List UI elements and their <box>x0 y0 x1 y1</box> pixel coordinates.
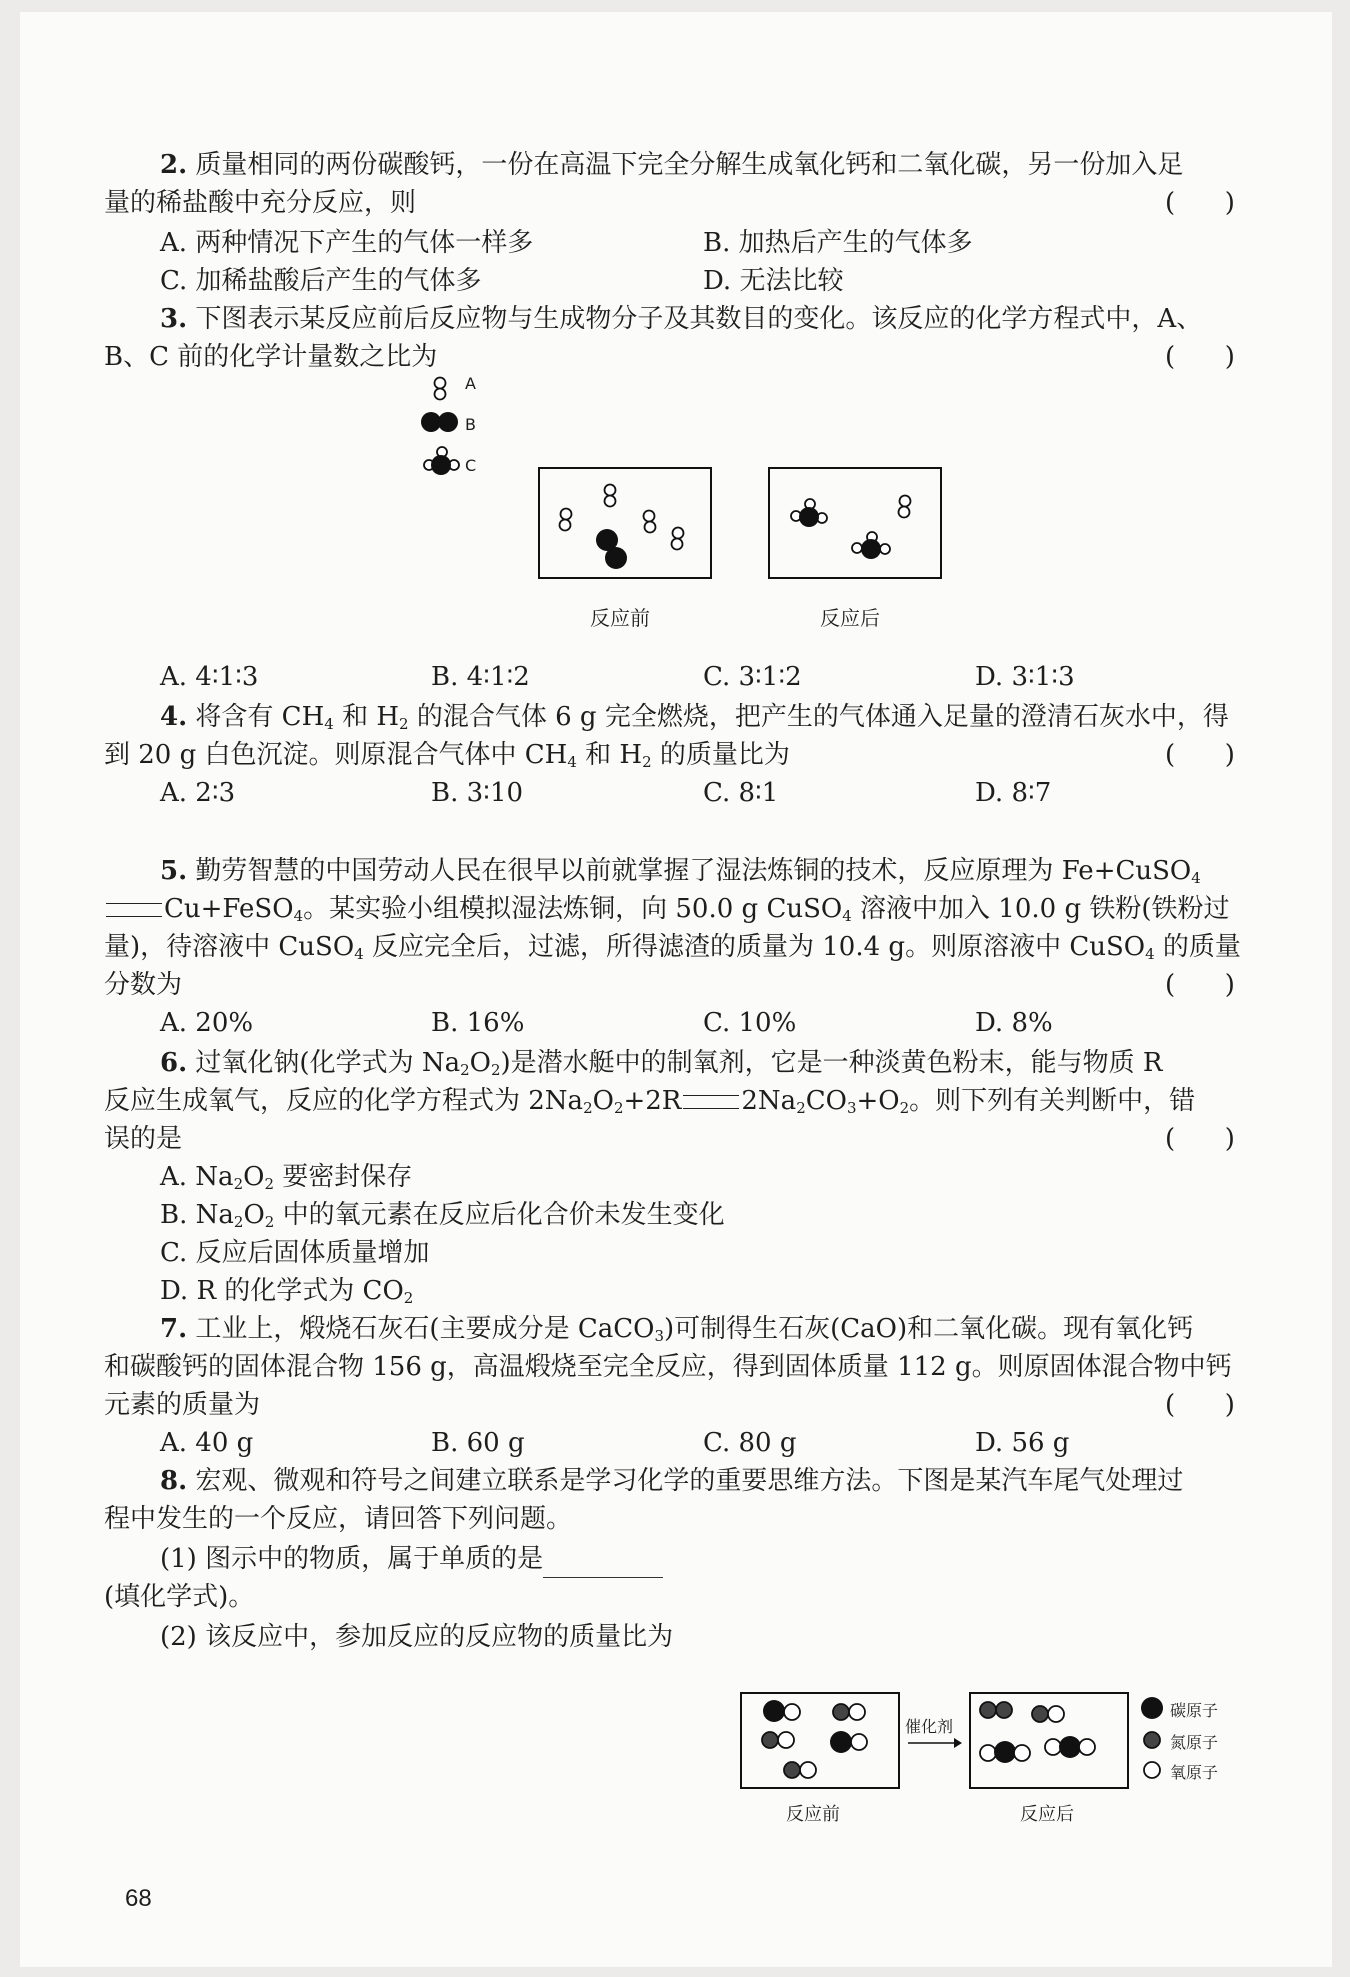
catalyst-label: 催化剂 <box>905 1717 954 1736</box>
q4-option-b: B. 3∶10 <box>431 778 524 808</box>
q6-t4: 反应生成氧气，反应的化学方程式为 2Na <box>104 1086 584 1116</box>
q5-t1: 勤劳智慧的中国劳动人民在很早以前就掌握了湿法炼铜的技术，反应原理为 Fe+CuSO <box>195 856 1192 886</box>
q3-line1 <box>160 300 1202 338</box>
co-molecule-icon <box>830 1731 867 1753</box>
q6-t9: +O <box>856 1086 900 1116</box>
q4-s4: 2 <box>642 753 652 771</box>
q6-t3: )是潜水艇中的制氧剂，它是一种淡黄色粉末，能与物质 R <box>500 1048 1163 1078</box>
legend-a-label: A <box>465 374 476 393</box>
q2-option-d: D. 无法比较 <box>703 266 844 296</box>
q6-b3: O <box>243 1200 265 1230</box>
q3-answer-paren: ( ) <box>1165 342 1235 372</box>
q7-option-d: D. 56 g <box>975 1428 1070 1458</box>
q5-s1: 4 <box>1191 869 1201 887</box>
co-molecule-icon <box>763 1700 800 1722</box>
q4-s1: 4 <box>324 715 334 733</box>
q7-t2: )可制得生石灰(CaO)和二氧化碳。现有氧化钙 <box>663 1314 1194 1344</box>
no-molecule-icon <box>1032 1706 1064 1722</box>
q7-line2: 和碳酸钙的固体混合物 156 g，高温煅烧至完全反应，得到固体质量 112 g。则原固体混合物中钙 <box>104 1352 1232 1382</box>
q7-option-a: A. 40 g <box>160 1428 254 1458</box>
q4-s2: 2 <box>399 715 409 733</box>
q3-line2: B、C 前的化学计量数之比为 <box>104 342 438 372</box>
q3-option-a: A. 4∶1∶3 <box>160 662 259 692</box>
co2-molecule-icon <box>980 1741 1030 1763</box>
q5-option-a: A. 20% <box>160 1008 254 1038</box>
no-molecule-icon <box>762 1732 794 1748</box>
q6-b2: 2 <box>233 1213 244 1231</box>
q5-t2: Cu+FeSO <box>164 894 294 924</box>
oxygen-atom-icon <box>1144 1762 1160 1778</box>
q7-s1: 3 <box>654 1327 664 1345</box>
q5-answer-paren: ( ) <box>1165 970 1235 1000</box>
q3-option-b: B. 4∶1∶2 <box>431 662 530 692</box>
q2-answer-paren: ( ) <box>1165 188 1235 218</box>
q2-option-c: C. 加稀盐酸后产生的气体多 <box>160 266 482 296</box>
q6-option-c: C. 反应后固体质量增加 <box>160 1238 430 1268</box>
q5-s2: 4 <box>293 907 304 925</box>
q3-molecule-legend <box>400 372 520 487</box>
n2-molecule-icon <box>980 1702 1012 1718</box>
legend-carbon-label: 碳原子 <box>1170 1701 1219 1720</box>
q2-option-a: A. 两种情况下产生的气体一样多 <box>160 228 534 258</box>
q6-t5: O <box>592 1086 614 1116</box>
no-molecule-icon <box>833 1704 865 1720</box>
co2-molecule-icon <box>1045 1736 1095 1758</box>
q4-t1: 将含有 CH <box>195 702 325 732</box>
molecule-b-icon <box>596 529 627 569</box>
q8-caption-after: 反应后 <box>1020 1804 1074 1825</box>
q4-option-d: D. 8∶7 <box>975 778 1052 808</box>
no-molecule-icon <box>784 1762 816 1778</box>
q4-t3: 的混合气体 6 g 完全燃烧，把产生的气体通入足量的澄清石灰水中，得 <box>408 702 1229 732</box>
q4-t4: 到 20 g 白色沉淀。则原混合气体中 CH <box>104 740 568 770</box>
q8-sub1-text: (1) 图示中的物质，属于单质的是 <box>160 1544 544 1574</box>
molecule-a-icon <box>435 378 446 400</box>
nitrogen-atom-icon <box>1144 1732 1160 1748</box>
q6-t7: 2Na <box>741 1086 797 1116</box>
molecule-c-icon <box>791 499 827 527</box>
legend-nitrogen-label: 氮原子 <box>1170 1733 1219 1752</box>
molecule-a-icon <box>672 528 684 550</box>
q2-text1: 质量相同的两份碳酸钙，一份在高温下完全分解生成氧化钙和二氧化碳，另一份加入足 <box>195 150 1184 180</box>
q6-option-a <box>160 1158 412 1196</box>
q5-option-d: D. 8% <box>975 1008 1053 1038</box>
equals-sign-icon <box>106 903 162 917</box>
q3-text1: 下图表示某反应前后反应物与生成物分子及其数目的变化。该反应的化学方程式中，A、 <box>195 304 1203 334</box>
textbook-page <box>20 12 1332 1967</box>
q6-t6: +2R <box>623 1086 682 1116</box>
legend-b-label: B <box>465 415 476 434</box>
q6-b1: B. Na <box>160 1200 234 1230</box>
q4-number: 4. <box>160 702 188 732</box>
q6-s4: 2 <box>613 1099 624 1117</box>
q5-line4: 分数为 <box>104 970 183 1000</box>
q5-option-b: B. 16% <box>431 1008 525 1038</box>
q6-a2: 2 <box>233 1175 244 1193</box>
legend-oxygen-label: 氧原子 <box>1170 1763 1219 1782</box>
q6-b4: 2 <box>264 1213 275 1231</box>
molecule-a-icon <box>644 511 656 533</box>
q6-s6: 3 <box>846 1099 857 1117</box>
q5-line3 <box>104 928 1241 966</box>
q6-t2: O <box>469 1048 491 1078</box>
q5-line1 <box>160 852 1201 890</box>
q7-number: 7. <box>160 1314 188 1344</box>
equals-sign-icon <box>683 1095 739 1109</box>
molecule-a-icon <box>560 509 572 531</box>
q3-before-box <box>538 467 712 579</box>
molecule-a-icon <box>899 496 911 518</box>
q3-after-box <box>768 467 942 579</box>
q2-line2: 量的稀盐酸中充分反应，则 <box>104 188 417 218</box>
q2-line1 <box>160 146 1183 184</box>
q8-sub1-cont: (填化学式)。 <box>104 1582 255 1612</box>
q8-reaction-diagram <box>740 1692 1180 1817</box>
q6-b5: 中的氧元素在反应后化合价未发生变化 <box>274 1200 725 1230</box>
q5-s5: 4 <box>1145 945 1155 963</box>
q8-sub2: (2) 该反应中，参加反应的反应物的质量比为 <box>160 1622 674 1652</box>
q5-t4: 溶液中加入 10.0 g 铁粉(铁粉过 <box>851 894 1230 924</box>
q3-option-c: C. 3∶1∶2 <box>703 662 802 692</box>
q6-a4: 2 <box>264 1175 274 1193</box>
q6-answer-paren: ( ) <box>1165 1124 1235 1154</box>
q8-sub1 <box>160 1540 663 1578</box>
q7-option-c: C. 80 g <box>703 1428 797 1458</box>
page-number: 68 <box>125 1885 152 1912</box>
q6-a3: O <box>243 1162 265 1192</box>
q6-d1: D. R 的化学式为 CO <box>160 1276 404 1306</box>
q6-number: 6. <box>160 1048 188 1078</box>
q8-text1: 宏观、微观和符号之间建立联系是学习化学的重要思维方法。下图是某汽车尾气处理过 <box>195 1466 1184 1496</box>
q8-number: 8. <box>160 1466 188 1496</box>
q6-t1: 过氧化钠(化学式为 Na <box>195 1048 461 1078</box>
q6-line3: 误的是 <box>104 1124 183 1154</box>
q7-line3: 元素的质量为 <box>104 1390 261 1420</box>
q5-number: 5. <box>160 856 188 886</box>
q7-option-b: B. 60 g <box>431 1428 525 1458</box>
q5-t6: 反应完全后，过滤，所得滤渣的质量为 10.4 g。则原溶液中 CuSO <box>363 932 1146 962</box>
q4-t2: 和 H <box>333 702 400 732</box>
q4-s3: 4 <box>567 753 577 771</box>
q5-t3: 。某实验小组模拟湿法炼铜，向 50.0 g CuSO <box>303 894 843 924</box>
molecule-c-icon <box>852 532 890 559</box>
q6-s1: 2 <box>460 1061 470 1079</box>
legend-c-label: C <box>465 456 477 475</box>
q7-answer-paren: ( ) <box>1165 1390 1235 1420</box>
q3-caption-before: 反应前 <box>590 606 650 630</box>
q6-s7: 2 <box>899 1099 910 1117</box>
q5-option-c: C. 10% <box>703 1008 797 1038</box>
q2-option-b: B. 加热后产生的气体多 <box>703 228 973 258</box>
molecule-a-icon <box>605 485 616 507</box>
q4-option-a: A. 2∶3 <box>160 778 236 808</box>
q4-option-c: C. 8∶1 <box>703 778 779 808</box>
q4-t6: 的质量比为 <box>651 740 790 770</box>
q6-d2: 2 <box>403 1289 414 1307</box>
q8-line1 <box>160 1462 1183 1500</box>
q7-line1 <box>160 1310 1193 1348</box>
q6-option-d <box>160 1272 413 1310</box>
q2-number: 2. <box>160 150 188 180</box>
q4-t5: 和 H <box>576 740 643 770</box>
q5-s4: 4 <box>354 945 364 963</box>
q6-line1 <box>160 1044 1163 1082</box>
q8-line2: 程中发生的一个反应，请回答下列问题。 <box>104 1504 573 1534</box>
q7-t1: 工业上，煅烧石灰石(主要成分是 CaCO <box>195 1314 655 1344</box>
q6-t8: CO <box>805 1086 847 1116</box>
molecule-b-icon <box>421 412 458 432</box>
q6-t10: 。则下列有关判断中，错 <box>909 1086 1196 1116</box>
q6-s3: 2 <box>583 1099 593 1117</box>
q6-line2 <box>104 1082 1195 1120</box>
q3-caption-after: 反应后 <box>820 606 880 630</box>
q8-caption-before: 反应前 <box>786 1804 840 1825</box>
q5-t7: 的质量 <box>1154 932 1241 962</box>
q5-t5: 量)，待溶液中 CuSO <box>104 932 355 962</box>
q6-s2: 2 <box>490 1061 501 1079</box>
q6-a1: A. Na <box>160 1162 234 1192</box>
q5-s3: 4 <box>842 907 852 925</box>
q3-number: 3. <box>160 304 188 334</box>
q6-s5: 2 <box>796 1099 806 1117</box>
molecule-c-icon <box>424 447 459 475</box>
q4-line2 <box>104 736 790 774</box>
carbon-atom-icon <box>1141 1697 1163 1719</box>
q4-answer-paren: ( ) <box>1165 740 1235 770</box>
q6-a5: 要密封保存 <box>273 1162 413 1192</box>
q6-option-b <box>160 1196 725 1234</box>
answer-blank[interactable] <box>543 1547 663 1578</box>
q3-option-d: D. 3∶1∶3 <box>975 662 1075 692</box>
q4-line1 <box>160 698 1229 736</box>
q5-line2 <box>104 890 1230 928</box>
